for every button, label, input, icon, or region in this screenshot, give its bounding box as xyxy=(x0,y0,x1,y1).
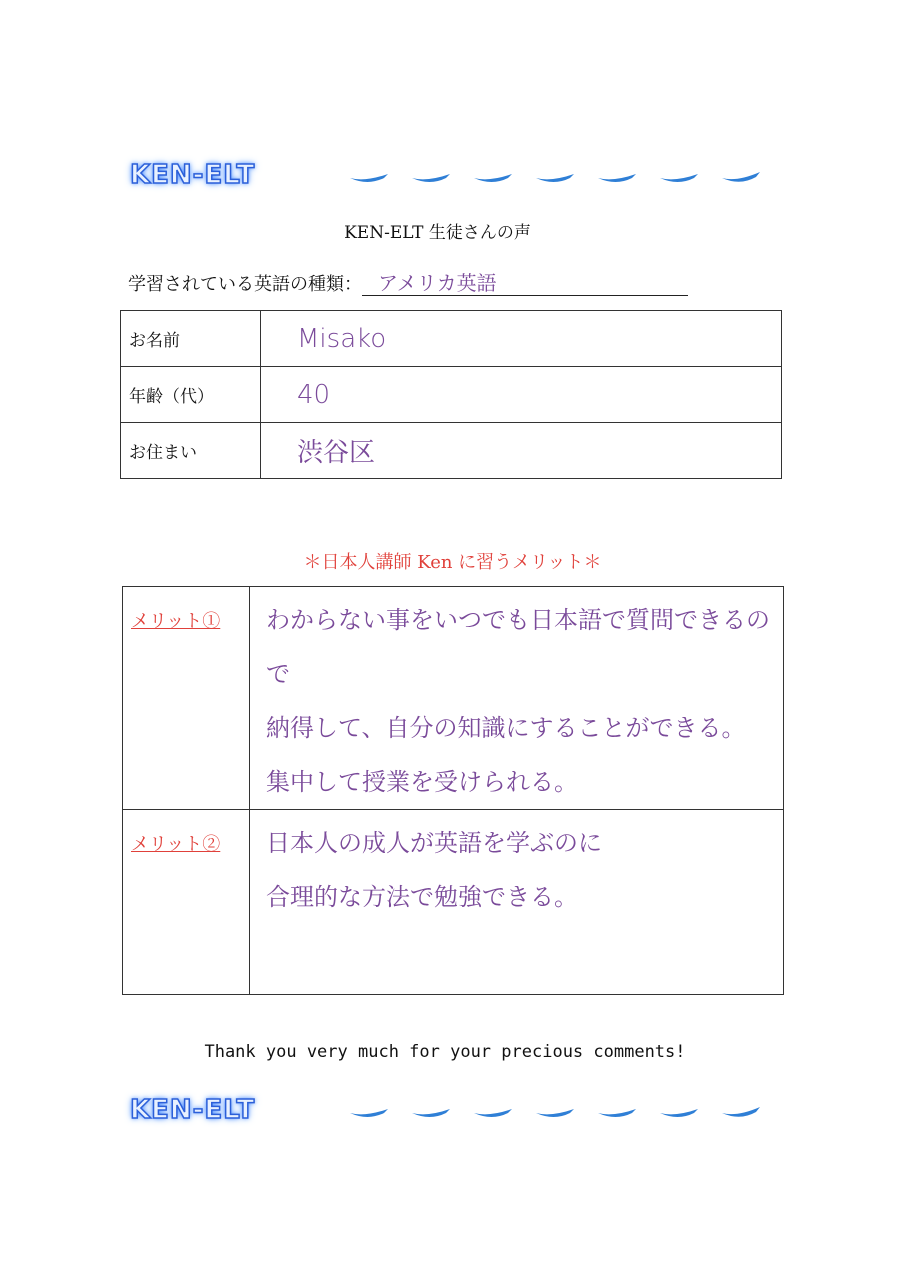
ken-elt-logo: KEN-ELT xyxy=(130,160,256,190)
airplane-row-icon xyxy=(350,162,790,188)
merit-2-line: 合理的な方法で勉強できる。 xyxy=(266,883,578,911)
merit-1-text xyxy=(250,587,784,810)
merit-1-label: メリット① xyxy=(131,611,221,632)
table-row xyxy=(121,367,782,423)
english-type-value: アメリカ英語 xyxy=(362,271,688,296)
name-value: Misako xyxy=(261,311,782,367)
merit-2-label-cell xyxy=(123,810,250,995)
english-type-label: 学習されている英語の種類： xyxy=(128,274,362,295)
merit-2-line: 日本人の成人が英語を学ぶのに xyxy=(266,829,602,857)
merit-1-line: わからない事をいつでも日本語で質問できるので xyxy=(266,606,770,688)
residence-value: 渋谷区 xyxy=(261,423,782,479)
ken-elt-logo: KEN-ELT xyxy=(130,1095,256,1125)
info-table xyxy=(120,310,782,479)
age-value: 40 xyxy=(261,367,782,423)
table-row xyxy=(123,810,784,995)
airplane-row-icon xyxy=(350,1097,790,1123)
name-label: お名前 xyxy=(121,311,261,367)
merit-1-line: 集中して授業を受けられる。 xyxy=(266,768,578,796)
residence-label: お住まい xyxy=(121,423,261,479)
table-row xyxy=(121,423,782,479)
page-title: KEN-ELT 生徒さんの声 xyxy=(344,223,531,243)
thanks-message: Thank you very much for your precious comments! xyxy=(204,1042,686,1062)
banner-bottom xyxy=(130,1095,790,1125)
merit-2-text xyxy=(250,810,784,995)
age-label: 年齢（代） xyxy=(121,367,261,423)
merits-table xyxy=(122,586,784,995)
table-row xyxy=(121,311,782,367)
merit-2-label: メリット② xyxy=(131,834,221,855)
english-type-line xyxy=(128,270,688,296)
banner-top xyxy=(130,160,790,190)
merit-1-label-cell xyxy=(123,587,250,810)
table-row xyxy=(123,587,784,810)
merit-heading: ＊日本人講師 Ken に習うメリット＊ xyxy=(303,552,602,573)
merit-1-line: 納得して、自分の知識にすることができる。 xyxy=(266,714,746,742)
